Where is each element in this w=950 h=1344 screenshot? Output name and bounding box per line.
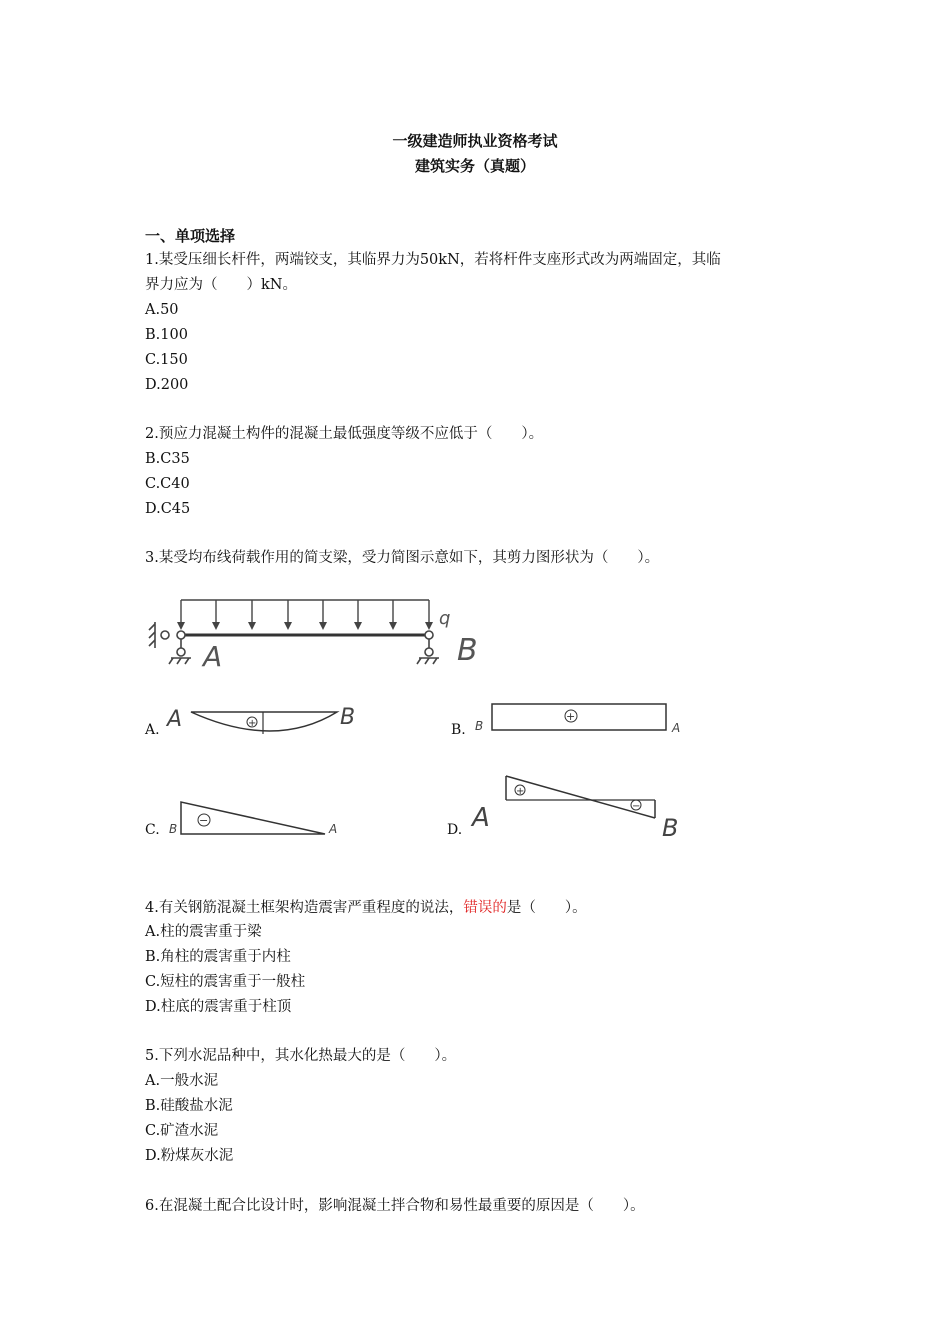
q3-option-d-sign-neg: − <box>632 801 641 812</box>
q4-option-c: C.短柱的震害重于一般柱 <box>145 974 306 990</box>
q3-option-d-right: B <box>662 814 679 840</box>
q3-option-c-label: C. <box>145 822 160 838</box>
q2-option-c: C.C40 <box>145 476 190 492</box>
q2-option-d: D.C45 <box>145 501 191 517</box>
q4-option-a: A.柱的震害重于梁 <box>145 924 262 940</box>
q3-option-d-label: D. <box>447 822 463 838</box>
q3-option-b-diagram <box>473 698 688 740</box>
q6-stem: 6.在混凝土配合比设计时，影响混凝土拌合物和易性最重要的原因是（ ）。 <box>145 1198 645 1214</box>
document-subtitle: 建筑实务（真题） <box>414 157 535 175</box>
q4-stem-before: 4.有关钢筋混凝土框架构造震害严重程度的说法， <box>145 900 464 916</box>
q3-option-a-sign: + <box>248 718 257 729</box>
q3-stem: 3.某受均布线荷载作用的简支梁，受力简图示意如下，其剪力图形状为（ ）。 <box>145 550 660 566</box>
section-heading: 一、单项选择 <box>145 227 236 245</box>
q4-option-d: D.柱底的震害重于柱顶 <box>145 999 292 1015</box>
document-title: 一级建造师执业资格考试 <box>392 132 558 150</box>
beam-label-a: A <box>203 640 223 673</box>
q3-option-b-right: A <box>672 721 681 735</box>
q3-option-a-left: A <box>167 707 183 732</box>
q5-stem: 5.下列水泥品种中，其水化热最大的是（ ）。 <box>145 1048 457 1064</box>
q5-option-d: D.粉煤灰水泥 <box>145 1148 234 1164</box>
q3-option-b-label: B. <box>451 722 466 738</box>
q3-option-a-diagram <box>165 700 365 744</box>
q3-option-c-diagram <box>165 796 345 840</box>
q1-option-b: B.100 <box>145 327 188 343</box>
q4-stem <box>145 898 587 918</box>
q3-option-a-label: A. <box>145 722 160 738</box>
q1-option-a: A.50 <box>145 302 179 318</box>
q4-option-b: B.角柱的震害重于内柱 <box>145 949 291 965</box>
q3-option-a-right: B <box>340 705 356 730</box>
q3-option-d-diagram <box>468 768 690 840</box>
q3-option-c-left: B <box>169 822 178 836</box>
q3-option-b-left: B <box>475 719 484 733</box>
q4-stem-highlight: 错误的 <box>463 900 507 916</box>
q2-stem: 2.预应力混凝土构件的混凝土最低强度等级不应低于（ ）。 <box>145 426 544 442</box>
q1-option-d: D.200 <box>145 377 189 393</box>
q2-option-b: B.C35 <box>145 451 190 467</box>
q4-stem-after: 是（ ）。 <box>506 900 587 916</box>
q1-stem-line2: 界力应为（ ）kN。 <box>145 277 297 293</box>
q3-option-b-sign: + <box>566 710 576 723</box>
q3-option-d-sign-pos: + <box>516 786 525 797</box>
q3-option-c-right: A <box>329 822 338 836</box>
q5-option-b: B.硅酸盐水泥 <box>145 1098 233 1114</box>
q5-option-a: A.一般水泥 <box>145 1073 219 1089</box>
beam-load-diagram <box>145 592 505 676</box>
q1-stem-line1: 1.某受压细长杆件，两端铰支，其临界力为50kN，若将杆件支座形式改为两端固定，其临 <box>145 252 721 268</box>
beam-label-b: B <box>457 633 478 668</box>
q3-option-d-left: A <box>472 803 490 833</box>
q5-option-c: C.矿渣水泥 <box>145 1123 219 1139</box>
q3-option-c-sign: − <box>199 814 209 827</box>
q1-option-c: C.150 <box>145 352 188 368</box>
beam-load-label: q <box>439 608 451 629</box>
